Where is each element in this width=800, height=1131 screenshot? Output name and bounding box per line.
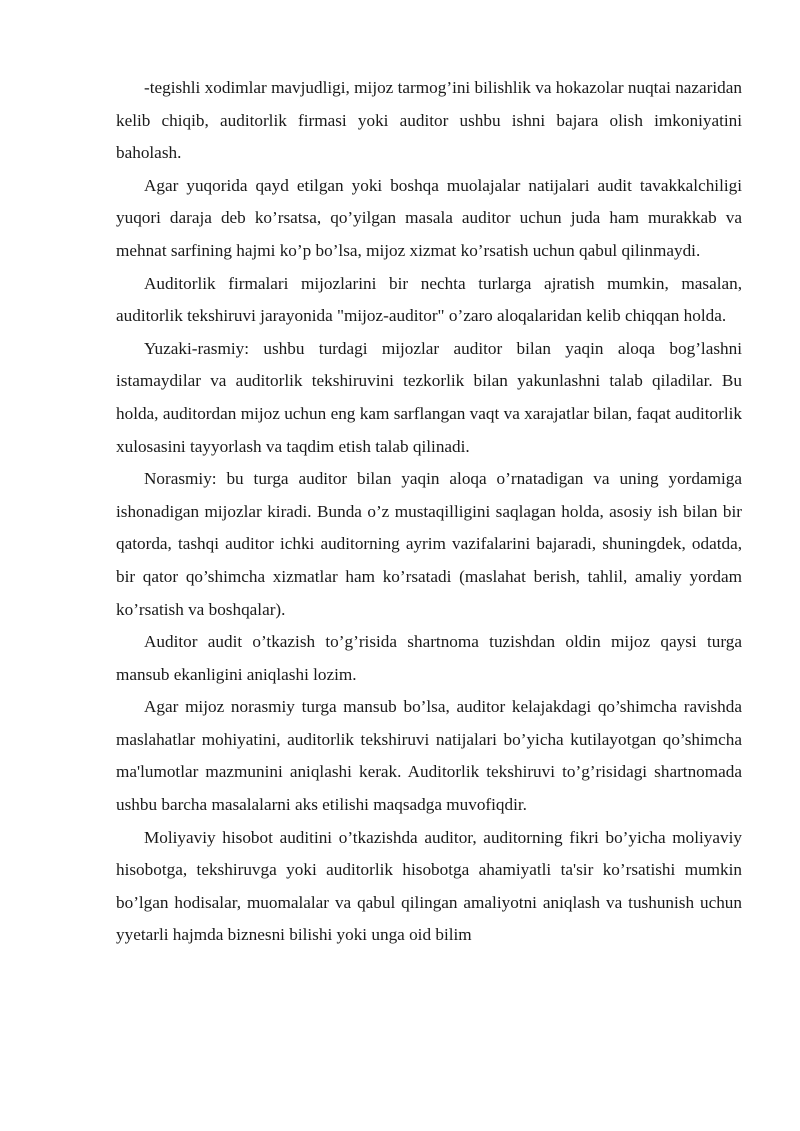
paragraph-client-rejection: Agar yuqorida qayd etilgan yoki boshqa muolajalar natijalari audit tavakkalchiligi yuqori daraja deb ko’rsatsa, qo’yilgan masala auditor uchun juda ham murakkab va mehnat sarfining hajmi ko’p bo’lsa, mijoz xizmat ko’rsatish uchun qabul qilinmaydi. xyxy=(116,175,742,260)
paragraph-business-knowledge: Moliyaviy hisobot auditini o’tkazishda auditor, auditorning fikri bo’yicha moliyaviy hisobotga, tekshiruvga yoki auditorlik hisobotga ahamiyatli ta'sir ko’rsatishi mumkin bo’lgan hodisalar, muomalalar va qabul qilingan amaliyotni aniqlash va tushunish uchun yyetarli hajmda biznesni bilishi yoki unga oid bilim xyxy=(116,827,742,945)
paragraph-informal-clients: Norasmiy: bu turga auditor bilan yaqin aloqa o’rnatadigan va uning yordamiga ishonadigan mijozlar kiradi. Bunda o’z mustaqilligini saqlagan holda, asosiy ish bilan bir qatorda, tashqi auditor ichki auditorning ayrim vazifalarini bajaradi, shuningdek, odatda, bir qator qo’shimcha xizmatlar ham ko’rsatadi (maslahat berish, tahlil, amaliy yordam ko’rsatish va boshqalar). xyxy=(116,469,742,619)
paragraph-determine-type: Auditor audit o’tkazish to’g’risida shartnoma tuzishdan oldin mijoz qaysi turga mansub ekanligini aniqlashi lozim. xyxy=(116,632,742,684)
paragraph-formal-clients: Yuzaki-rasmiy: ushbu turdagi mijozlar auditor bilan yaqin aloqa bog’lashni istamaydilar va auditorlik tekshiruvini tezkorlik bilan yakunlashni talab qiladilar. Bu holda, auditordan mijoz uchun eng kam sarflangan vaqt va xarajatlar bilan, faqat auditorlik xulosasini tayyorlash va taqdim etish talab qilinadi. xyxy=(116,338,742,456)
paragraph-informal-contract: Agar mijoz norasmiy turga mansub bo’lsa, auditor kelajakdagi qo’shimcha ravishda maslahatlar mohiyatini, auditorlik tekshiruvi natijalari bo’yicha kutilayotgan qo’shimcha ma'lumotlar mazmunini aniqlashi kerak. Auditorlik tekshiruvi to’g’risidagi shartnomada ushbu barcha masalalarni aks etilishi maqsadga muvofiqdir. xyxy=(116,697,742,815)
paragraph-client-types: Auditorlik firmalari mijozlarini bir nechta turlarga ajratish mumkin, masalan, auditorlik tekshiruvi jarayonida "mijoz-auditor" o’zaro aloqalaridan kelib chiqqan holda. xyxy=(116,273,742,326)
paragraph-staff-availability: -tegishli xodimlar mavjudligi, mijoz tarmog’ini bilishlik va hokazolar nuqtai nazaridan kelib chiqib, auditorlik firmasi yoki auditor ushbu ishni bajara olish imkoniyatini baholash. xyxy=(116,78,742,163)
document-page xyxy=(116,72,742,952)
